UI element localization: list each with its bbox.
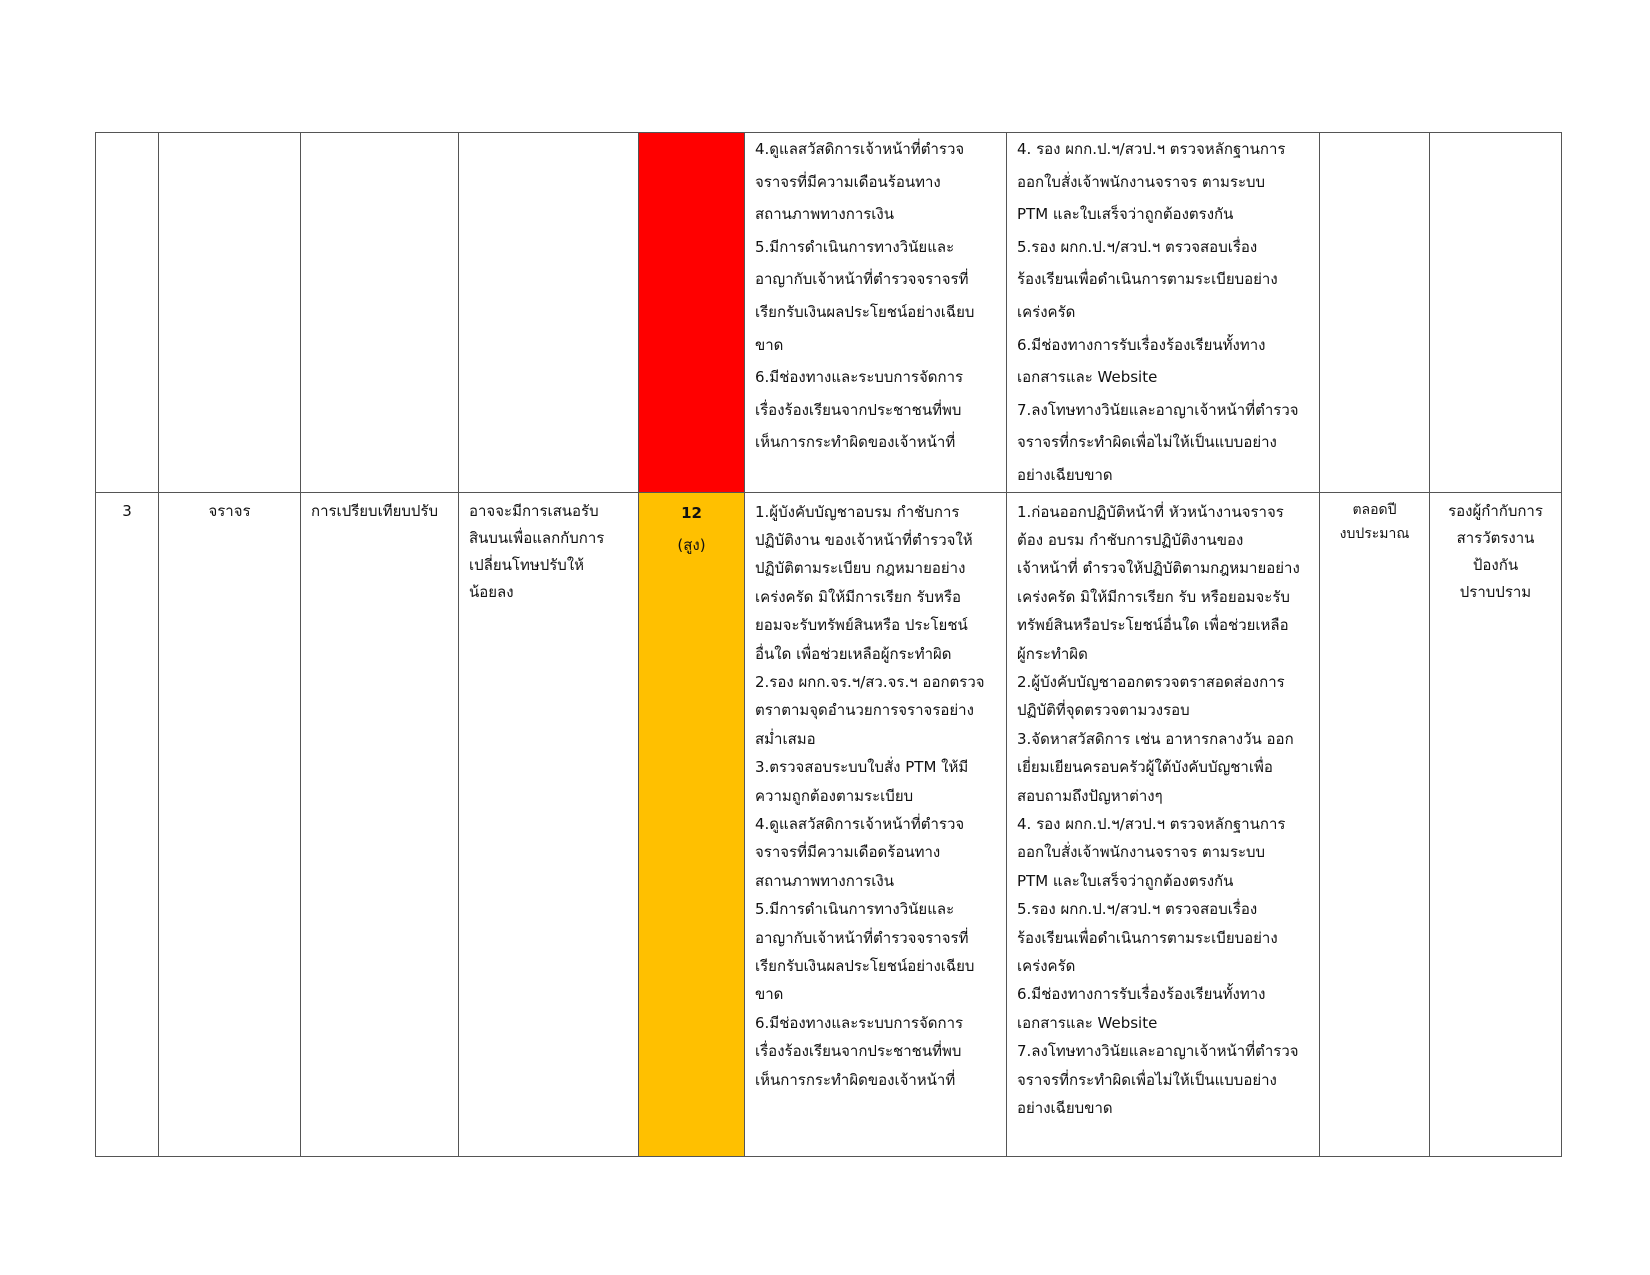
cell-responsible xyxy=(1430,492,1562,1156)
cell-work xyxy=(159,133,301,493)
text-line: สถานภาพทางการเงิน xyxy=(755,205,895,224)
cell-risk-score xyxy=(639,133,745,493)
text-line: 3.จัดหาสวัสดิการ เช่น อาหารกลางวัน ออก xyxy=(1017,729,1294,748)
text-line: ความถูกต้องตามระเบียบ xyxy=(755,786,914,805)
text-line: 4.ดูแลสวัสดิการเจ้าหน้าที่ตำรวจ xyxy=(755,815,965,833)
text-line: PTM และใบเสร็จว่าถูกต้องตรงกัน xyxy=(1017,205,1234,224)
cell-risk xyxy=(459,492,639,1156)
cell-control-measures xyxy=(1007,133,1320,493)
text-line: เรียกรับเงินผลประโยชน์อย่างเฉียบ xyxy=(755,957,975,976)
text-line: เยี่ยมเยียนครอบครัวผู้ใต้บังคับบัญชาเพื่อ xyxy=(1017,758,1273,777)
text-line: สารวัตรงาน xyxy=(1456,528,1535,547)
text-line: อาญากับเจ้าหน้าที่ตำรวจจราจรที่ xyxy=(755,270,969,289)
text-line: 3.ตรวจสอบระบบใบสั่ง PTM ให้มี xyxy=(755,758,969,777)
cell-risk-score xyxy=(639,492,745,1156)
text-line: จราจรที่กระทำผิดเพื่อไม่ให้เป็นแบบอย่าง xyxy=(1017,433,1277,452)
text-line: เรียกรับเงินผลประโยชน์อย่างเฉียบ xyxy=(755,302,975,321)
text-line: ขาด xyxy=(755,335,784,354)
text-line: ออกใบสั่งเจ้าพนักงานจราจร ตามระบบ xyxy=(1017,843,1266,862)
text-line: เคร่งครัด xyxy=(1017,302,1076,321)
text-line: เคร่งครัด มิให้มีการเรียก รับ หรือยอมจะรับ xyxy=(1017,587,1290,606)
text-line: งบประมาณ xyxy=(1339,525,1410,542)
text-line: 4.ดูแลสวัสดิการเจ้าหน้าที่ตำรวจ xyxy=(755,140,965,158)
text-line: ผู้กระทำผิด xyxy=(1017,644,1088,663)
text-line: 6.มีช่องทางและระบบการจัดการ xyxy=(755,1013,964,1032)
text-line: 5.รอง ผกก.ป.ฯ/สวป.ฯ ตรวจสอบเรื่อง xyxy=(1017,900,1258,919)
text-line: สถานภาพทางการเงิน xyxy=(755,871,895,890)
cell-process: การเปรียบเทียบปรับ xyxy=(301,492,459,1156)
text-line: ออกใบสั่งเจ้าพนักงานจราจร ตามระบบ xyxy=(1017,172,1266,191)
text-line: เรื่องร้องเรียนจากประชาชนที่พบ xyxy=(755,1042,962,1061)
text-line: จราจรที่มีความเดือดร้อนทาง xyxy=(755,843,941,862)
text-line: สม่ำเสมอ xyxy=(755,729,816,748)
text-line: จราจรที่กระทำผิดเพื่อไม่ให้เป็นแบบอย่าง xyxy=(1017,1070,1277,1089)
text-line: เอกสารและ Website xyxy=(1017,1013,1158,1032)
table-row xyxy=(96,133,1562,493)
text-line: 1.ก่อนออกปฏิบัติหน้าที่ หัวหน้างานจราจร xyxy=(1017,502,1284,521)
text-line: ตราตามจุดอำนวยการจราจรอย่าง xyxy=(755,701,974,720)
text-line: 5.มีการดำเนินการทางวินัยและ xyxy=(755,900,955,919)
text-line: 7.ลงโทษทางวินัยและอาญาเจ้าหน้าที่ตำรวจ xyxy=(1017,400,1299,419)
table-row xyxy=(96,492,1562,1156)
text-line: เปลี่ยนโทษปรับให้ xyxy=(469,555,585,574)
text-line: 7.ลงโทษทางวินัยและอาญาเจ้าหน้าที่ตำรวจ xyxy=(1017,1042,1299,1061)
text-line: ปฏิบัติงาน ของเจ้าหน้าที่ตำรวจให้ xyxy=(755,530,973,549)
cell-process xyxy=(301,133,459,493)
text-line: 1.ผู้บังคับบัญชาอบรม กำชับการ xyxy=(755,502,960,521)
risk-assessment-table xyxy=(95,132,1562,1157)
text-line: เคร่งครัด xyxy=(1017,957,1076,976)
text-line: 5.มีการดำเนินการทางวินัยและ xyxy=(755,237,955,256)
text-line: 6.มีช่องทางและระบบการจัดการ xyxy=(755,368,964,387)
text-line: เรื่องร้องเรียนจากประชาชนที่พบ xyxy=(755,400,962,419)
cell-risk xyxy=(459,133,639,493)
text-line: ร้องเรียนเพื่อดำเนินการตามระเบียบอย่าง xyxy=(1017,270,1278,289)
text-line: 5.รอง ผกก.ป.ฯ/สวป.ฯ ตรวจสอบเรื่อง xyxy=(1017,237,1258,256)
cell-no: 3 xyxy=(96,492,159,1156)
text-line: 6.มีช่องทางการรับเรื่องร้องเรียนทั้งทาง xyxy=(1017,985,1266,1004)
text-line: อย่างเฉียบขาด xyxy=(1017,1099,1113,1118)
text-line: รองผู้กำกับการ xyxy=(1448,501,1543,520)
text-line: อาญากับเจ้าหน้าที่ตำรวจจราจรที่ xyxy=(755,928,969,947)
text-line: ขาด xyxy=(755,985,784,1004)
text-line: อาจจะมีการเสนอรับ xyxy=(469,501,599,520)
text-line: เจ้าหน้าที่ ตำรวจให้ปฏิบัติตามกฎหมายอย่าง xyxy=(1017,559,1300,578)
cell-period xyxy=(1320,133,1430,493)
text-line: ยอมจะรับทรัพย์สินหรือ ประโยชน์ xyxy=(755,616,968,635)
text-line: ป้องกัน xyxy=(1472,555,1519,574)
text-line: 4. รอง ผกก.ป.ฯ/สวป.ฯ ตรวจหลักฐานการ xyxy=(1017,140,1286,158)
text-line: 4. รอง ผกก.ป.ฯ/สวป.ฯ ตรวจหลักฐานการ xyxy=(1017,815,1286,833)
text-line: ปราบปราม xyxy=(1459,582,1532,601)
text-line: เอกสารและ Website xyxy=(1017,368,1158,387)
text-line: 2.รอง ผกก.จร.ฯ/สว.จร.ฯ ออกตรวจ xyxy=(755,672,985,691)
cell-risk-measures xyxy=(745,133,1007,493)
text-line: เห็นการกระทำผิดของเจ้าหน้าที่ xyxy=(755,433,956,452)
text-line: เห็นการกระทำผิดของเจ้าหน้าที่ xyxy=(755,1070,956,1089)
text-line: ตลอดปี xyxy=(1352,501,1397,518)
text-line: PTM และใบเสร็จว่าถูกต้องตรงกัน xyxy=(1017,871,1234,890)
cell-work: จราจร xyxy=(159,492,301,1156)
text-line: ปฏิบัติที่จุดตรวจตามวงรอบ xyxy=(1017,701,1190,720)
text-line: เคร่งครัด มิให้มีการเรียก รับหรือ xyxy=(755,587,962,606)
cell-no xyxy=(96,133,159,493)
text-line: 6.มีช่องทางการรับเรื่องร้องเรียนทั้งทาง xyxy=(1017,335,1266,354)
risk-score-value: 12 xyxy=(681,503,702,522)
text-line: ปฏิบัติตามระเบียบ กฎหมายอย่าง xyxy=(755,559,966,578)
text-line: สินบนเพื่อแลกกับการ xyxy=(469,528,605,547)
risk-level-label: (สูง) xyxy=(677,535,706,554)
cell-responsible xyxy=(1430,133,1562,493)
cell-control-measures xyxy=(1007,492,1320,1156)
text-line: อย่างเฉียบขาด xyxy=(1017,465,1113,484)
text-line: ทรัพย์สินหรือประโยชน์อื่นใด เพื่อช่วยเหลือ xyxy=(1017,616,1289,635)
text-line: อื่นใด เพื่อช่วยเหลือผู้กระทำผิด xyxy=(755,644,952,663)
text-line: สอบถามถึงปัญหาต่างๆ xyxy=(1017,786,1163,805)
text-line: 2.ผู้บังคับบัญชาออกตรวจตราสอดส่องการ xyxy=(1017,672,1285,691)
text-line: ต้อง อบรม กำชับการปฏิบัติงานของ xyxy=(1017,530,1244,549)
cell-period xyxy=(1320,492,1430,1156)
cell-risk-measures xyxy=(745,492,1007,1156)
text-line: จราจรที่มีความเดือนร้อนทาง xyxy=(755,172,941,191)
text-line: น้อยลง xyxy=(469,582,514,601)
text-line: ร้องเรียนเพื่อดำเนินการตามระเบียบอย่าง xyxy=(1017,928,1278,947)
